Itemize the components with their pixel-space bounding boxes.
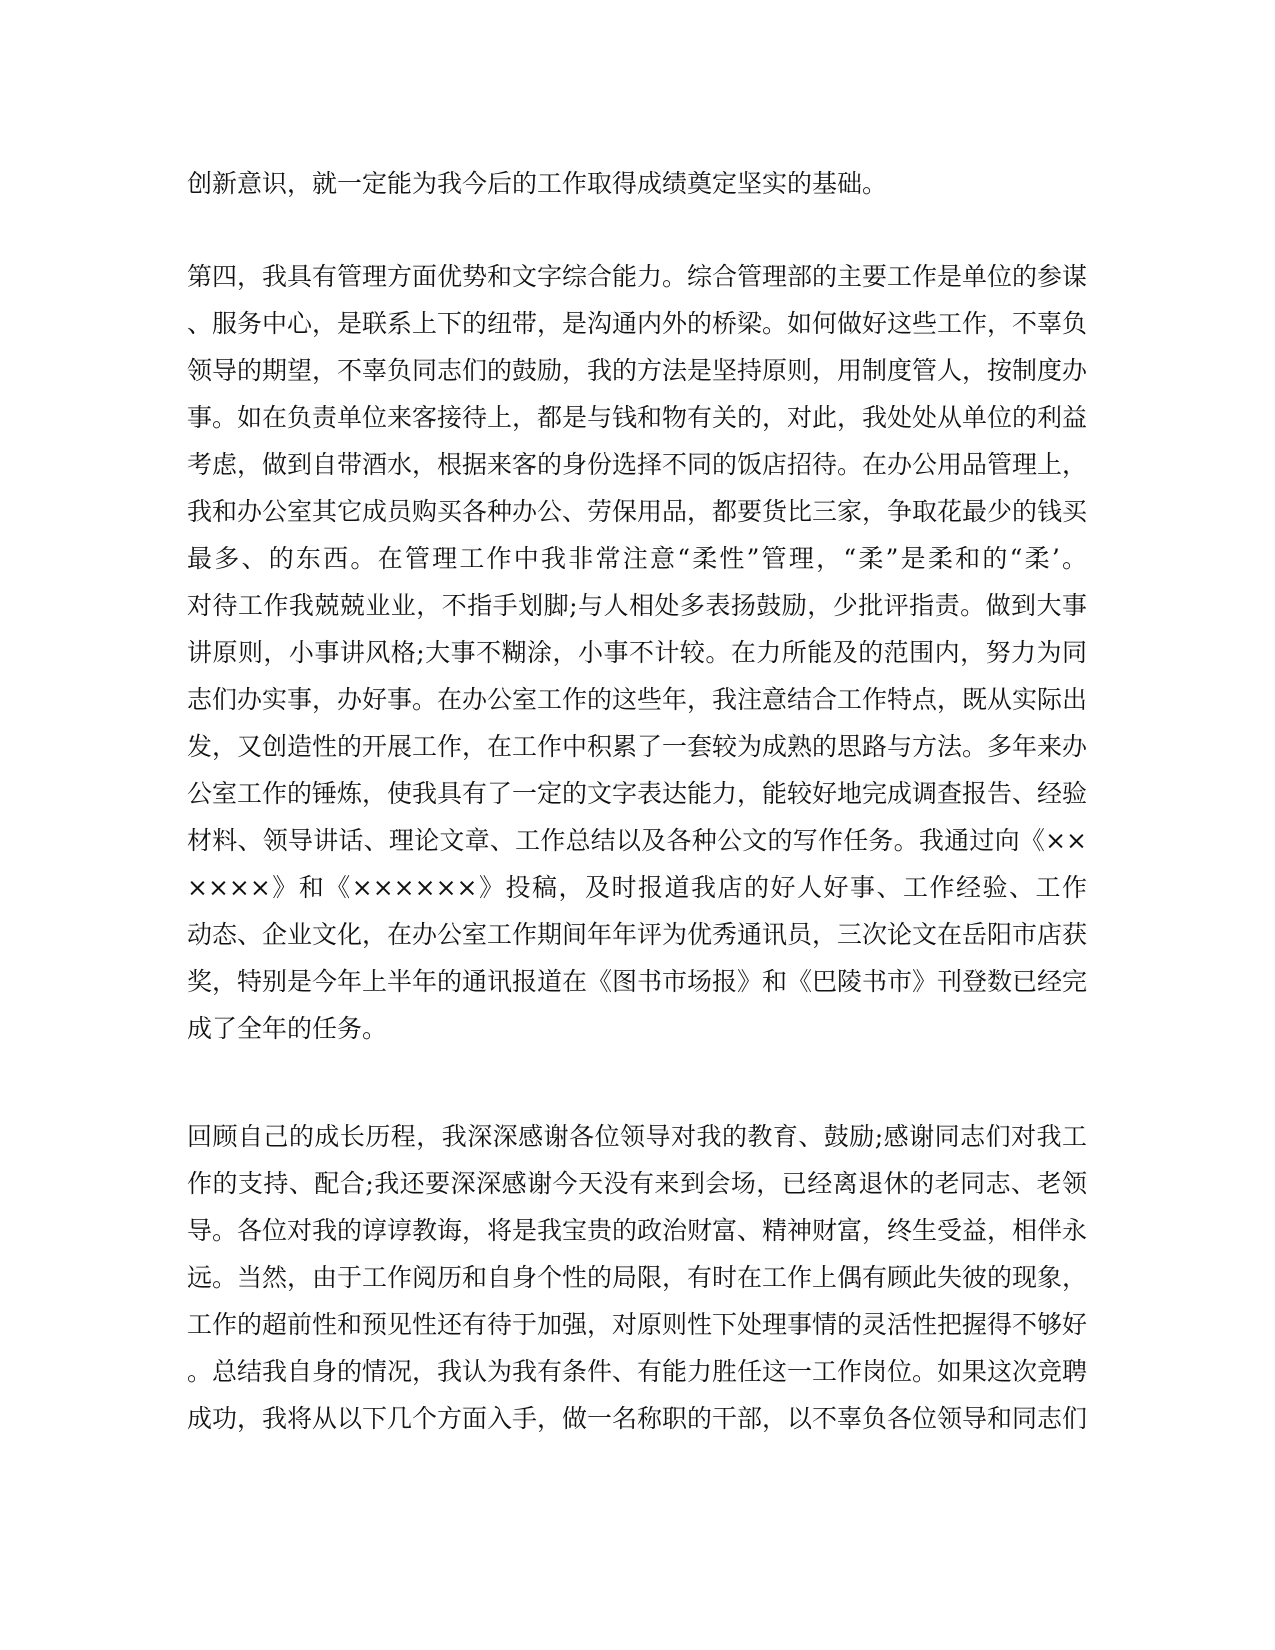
text-line: 发，又创造性的开展工作，在工作中积累了一套较为成熟的思路与方法。多年来办: [187, 732, 1088, 761]
text-line: 讲原则，小事讲风格;大事不糊涂，小事不计较。在力所能及的范围内，努力为同: [187, 638, 1087, 667]
text-line: 领导的期望，不辜负同志们的鼓励，我的方法是坚持原则，用制度管人，按制度办: [187, 356, 1088, 385]
text-line: 。总结我自身的情况，我认为我有条件、有能力胜任这一工作岗位。如果这次竞聘: [187, 1357, 1088, 1386]
text-line: 工作的超前性和预见性还有待于加强，对原则性下处理事情的灵活性把握得不够好: [187, 1310, 1088, 1339]
text-line: 第四，我具有管理方面优势和文字综合能力。综合管理部的主要工作是单位的参谋: [187, 262, 1088, 291]
text-line: 志们办实事，办好事。在办公室工作的这些年，我注意结合工作特点，既从实际出: [187, 685, 1088, 714]
paragraph: [187, 1113, 1087, 1442]
text-line: 动态、企业文化，在办公室工作期间年年评为优秀通讯员，三次论文在岳阳市店获: [187, 920, 1088, 949]
text-line: 导。各位对我的谆谆教诲，将是我宝贵的政治财富、精神财富，终生受益，相伴永: [187, 1216, 1088, 1245]
paragraph: [187, 253, 1087, 1052]
text-line: 奖，特别是今年上半年的通讯报道在《图书市场报》和《巴陵书市》刊登数已经完: [187, 967, 1088, 996]
text-line: 事。如在负责单位来客接待上，都是与钱和物有关的，对此，我处处从单位的利益: [187, 403, 1088, 432]
text-line: 作的支持、配合;我还要深深感谢今天没有来到会场，已经离退休的老同志、老领: [187, 1169, 1087, 1198]
paragraph: [187, 160, 1087, 207]
text-line: 我和办公室其它成员购买各种办公、劳保用品，都要货比三家，争取花最少的钱买: [187, 497, 1088, 526]
text-line: 回顾自己的成长历程，我深深感谢各位领导对我的教育、鼓励;感谢同志们对我工: [187, 1122, 1087, 1151]
text-line: 远。当然，由于工作阅历和自身个性的局限，有时在工作上偶有顾此失彼的现象，: [187, 1263, 1088, 1292]
text-line: 材料、领导讲话、理论文章、工作总结以及各种公文的写作任务。我通过向《××: [187, 826, 1087, 855]
text-line: 创新意识，就一定能为我今后的工作取得成绩奠定坚实的基础。: [187, 169, 888, 198]
text-line: 最多、的东西。在管理工作中我非常注意“柔性”管理，“柔”是柔和的“柔’。: [187, 544, 1087, 573]
text-line: 、服务中心，是联系上下的纽带，是沟通内外的桥梁。如何做好这些工作，不辜负: [187, 309, 1088, 338]
text-line: 对待工作我兢兢业业，不指手划脚;与人相处多表扬鼓励，少批评指责。做到大事: [187, 591, 1087, 620]
text-line: 成功，我将从以下几个方面入手，做一名称职的干部，以不辜负各位领导和同志们: [187, 1404, 1088, 1433]
text-line: ××××》和《××××××》投稿，及时报道我店的好人好事、工作经验、工作: [187, 873, 1087, 902]
text-line: 考虑，做到自带酒水，根据来客的身份选择不同的饭店招待。在办公用品管理上，: [187, 450, 1088, 479]
text-line: 公室工作的锤炼，使我具有了一定的文字表达能力，能较好地完成调查报告、经验: [187, 779, 1088, 808]
text-line: 成了全年的任务。: [187, 1014, 388, 1043]
